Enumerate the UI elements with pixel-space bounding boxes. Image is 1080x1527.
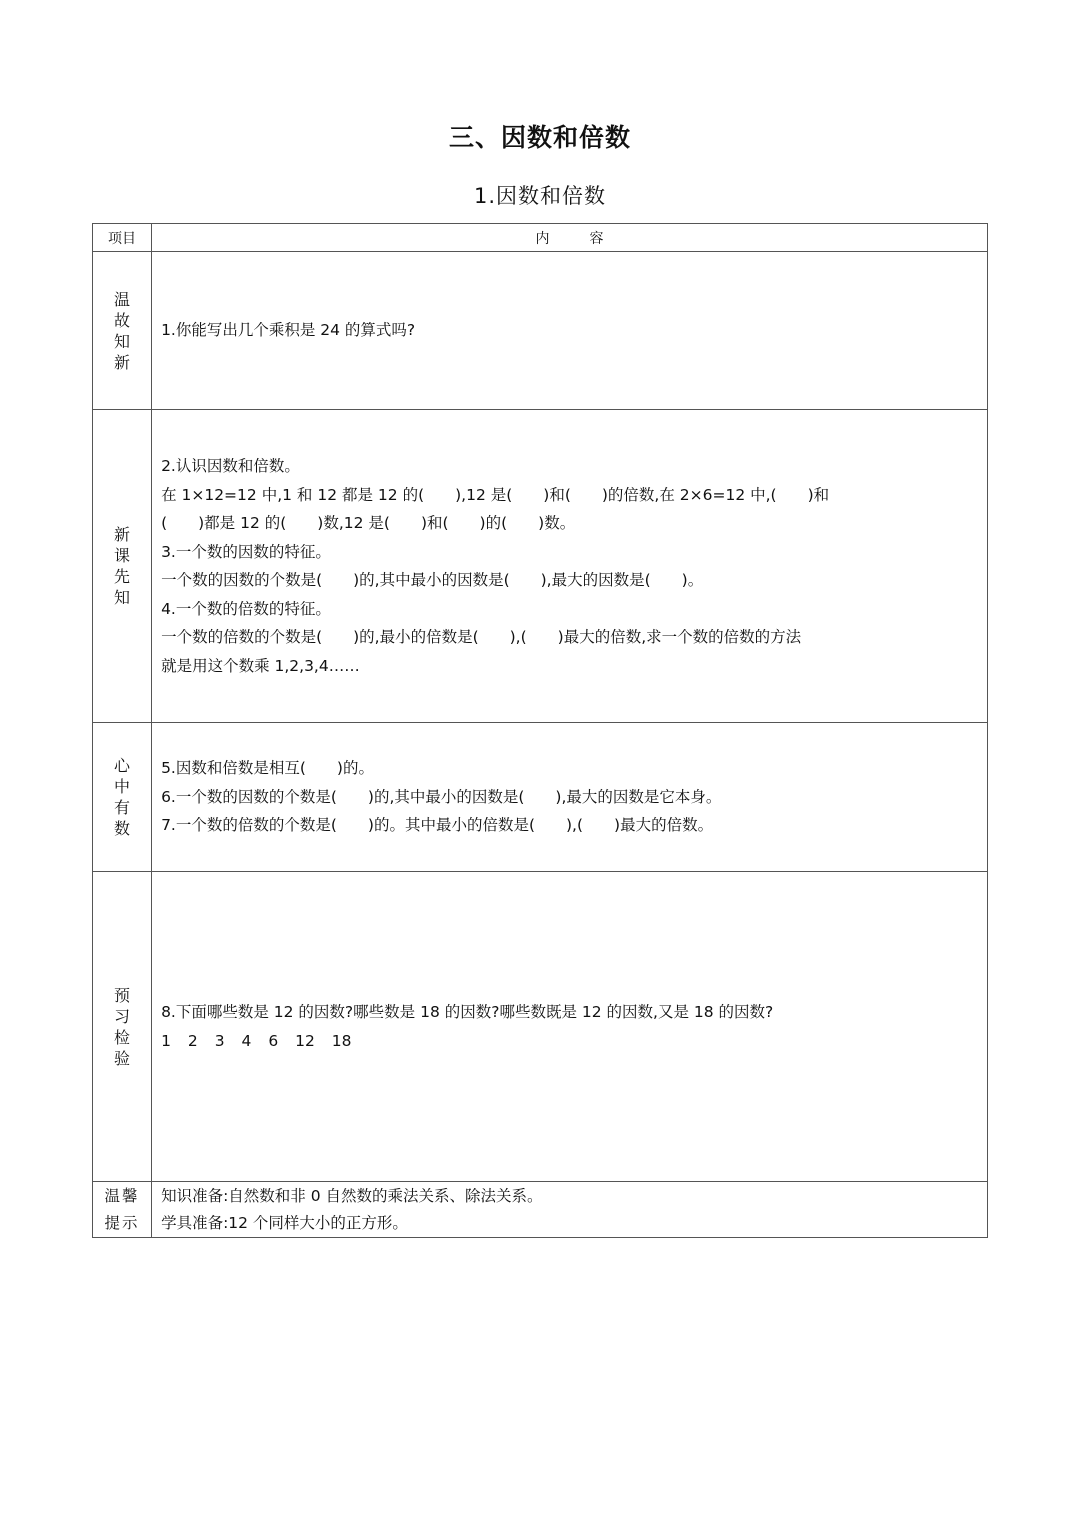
row-label-new — [93, 410, 152, 723]
header-item: 项目 — [93, 224, 152, 252]
number-item: 4 — [241, 1031, 252, 1050]
label-char: 有 — [114, 798, 131, 817]
label-char: 检 — [114, 1027, 131, 1047]
number-item: 3 — [214, 1031, 225, 1050]
question-5: 5.因数和倍数是相互( )的。 — [161, 759, 374, 778]
row-content-new — [152, 410, 988, 723]
question-6: 6.一个数的因数的个数是( )的,其中最小的因数是( ),最大的因数是它本身。 — [161, 787, 722, 806]
question-4-line-2: 就是用这个数乘 1,2,3,4…… — [161, 656, 360, 675]
question-3-heading: 3.一个数的因数的特征。 — [161, 542, 331, 561]
question-2-heading: 2.认识因数和倍数。 — [161, 457, 300, 475]
label-char: 新 — [114, 525, 131, 544]
label-char: 课 — [114, 546, 131, 565]
table-row-check — [93, 872, 988, 1182]
table-header-row — [93, 224, 988, 252]
label-char: 心 — [114, 756, 131, 775]
section-title: 1.因数和倍数 — [473, 184, 607, 208]
page-title: 三、因数和倍数 — [448, 123, 631, 152]
label-char: 预 — [114, 985, 131, 1005]
question-8: 8.下面哪些数是 12 的因数?哪些数是 18 的因数?哪些数既是 12 的因数,又是 18 的因数? — [161, 1003, 774, 1021]
number-list — [161, 1027, 979, 1056]
table-row-new — [93, 410, 988, 723]
tips-tools: 学具准备:12 个同样大小的正方形。 — [161, 1213, 408, 1232]
tips-label-line: 提示 — [104, 1213, 140, 1232]
question-4-line-1: 一个数的倍数的个数是( )的,最小的倍数是( ),( )最大的倍数,求一个数的倍数的方法 — [161, 628, 802, 646]
question-3-line-1: 一个数的因数的个数是( )的,其中最小的因数是( ),最大的因数是( )。 — [161, 571, 704, 589]
row-content-review — [152, 252, 988, 410]
row-label-check — [93, 872, 152, 1182]
number-item: 2 — [187, 1031, 198, 1050]
header-content-text: 内容 — [535, 230, 644, 247]
label-char: 温 — [114, 289, 131, 309]
label-char: 新 — [114, 352, 131, 372]
row-content-check — [152, 872, 988, 1182]
row-label-review — [93, 252, 152, 410]
question-1: 1.你能写出几个乘积是 24 的算式吗? — [161, 321, 416, 340]
label-char: 故 — [114, 310, 131, 330]
label-char: 中 — [114, 777, 131, 796]
number-item: 12 — [295, 1031, 315, 1050]
label-char: 数 — [114, 819, 131, 838]
tips-knowledge: 知识准备:自然数和非 0 自然数的乘法关系、除法关系。 — [161, 1186, 543, 1205]
label-char: 先 — [114, 567, 131, 586]
label-char: 习 — [114, 1006, 131, 1026]
question-2-line-2: ( )都是 12 的( )数,12 是( )和( )的( )数。 — [161, 514, 576, 532]
table-row-review — [93, 252, 988, 410]
preview-table — [92, 223, 988, 1238]
tips-label-line: 温馨 — [104, 1186, 140, 1205]
row-label-mind — [93, 723, 152, 872]
label-char: 验 — [114, 1048, 131, 1068]
number-item: 18 — [331, 1031, 352, 1050]
question-4-heading: 4.一个数的倍数的特征。 — [161, 599, 331, 618]
table-row-mind — [93, 723, 988, 872]
label-char: 知 — [114, 331, 131, 351]
number-item: 6 — [268, 1031, 279, 1050]
row-content-mind — [152, 723, 988, 872]
question-7: 7.一个数的倍数的个数是( )的。其中最小的倍数是( ),( )最大的倍数。 — [161, 816, 714, 835]
label-char: 知 — [114, 588, 131, 607]
row-label-tips — [93, 1182, 152, 1238]
question-2-line-1: 在 1×12=12 中,1 和 12 都是 12 的( ),12 是( )和( )的倍数,在 2×6=12 中,( )和 — [161, 485, 830, 504]
header-content — [152, 224, 988, 252]
table-row-tips — [93, 1182, 988, 1238]
row-content-tips — [152, 1182, 988, 1238]
number-item: 1 — [161, 1031, 171, 1050]
